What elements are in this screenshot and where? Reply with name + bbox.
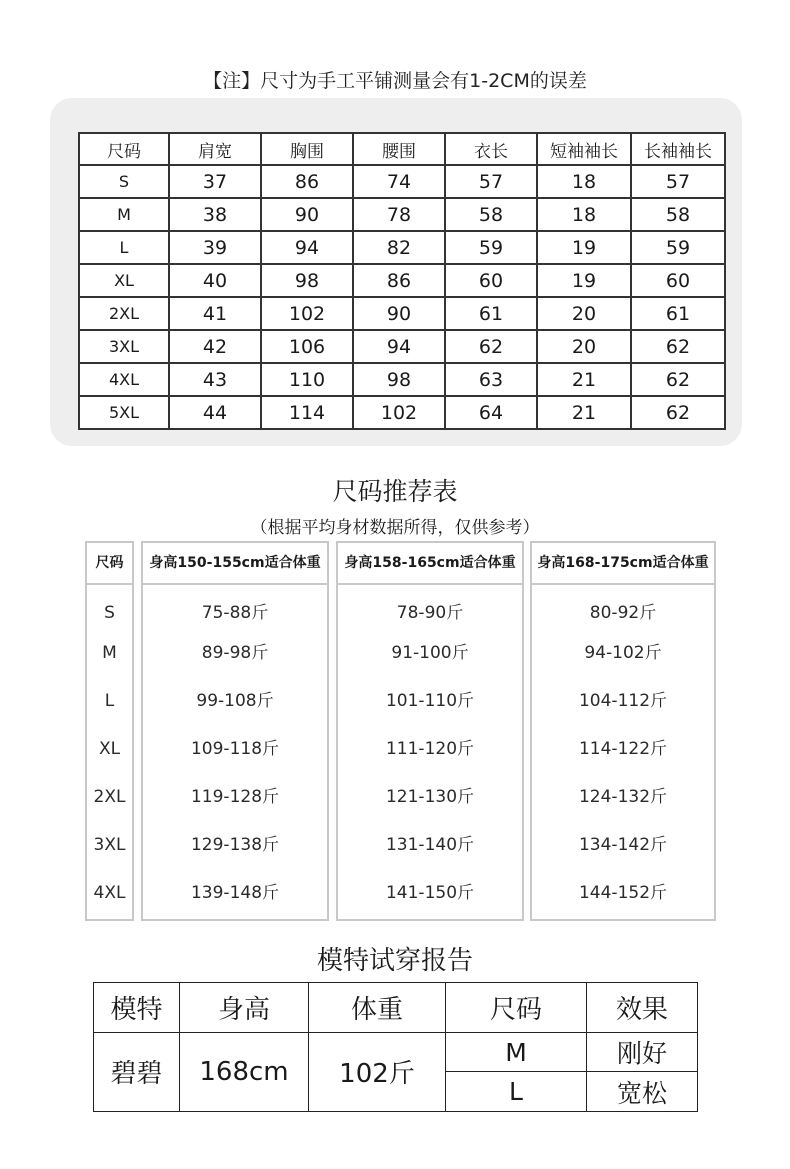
size-chart-row [79,165,725,198]
recommend-weight-cell: 139-148斤 [190,883,280,903]
measurement-cell: 19 [537,264,631,297]
measurement-cell: 58 [631,198,725,231]
recommend-weight-cell: 99-108斤 [196,691,274,711]
recommend-weight-column-2 [336,541,524,921]
size-chart-header-row [79,133,725,165]
measurement-cell: 61 [631,297,725,330]
recommend-weight-cell: 114-122斤 [578,739,668,759]
measurement-cell: 90 [353,297,445,330]
size-chart-header: 衣长 [445,133,537,165]
size-chart-header: 腰围 [353,133,445,165]
measurement-cell: 59 [445,231,537,264]
size-chart-header: 胸围 [261,133,353,165]
size-chart-header: 短袖袖长 [537,133,631,165]
recommend-size-header: 尺码 [87,543,132,585]
size-label: 4XL [79,363,169,396]
measurement-cell: 82 [353,231,445,264]
recommend-column-header: 身高150-155cm适合体重 [143,543,327,585]
measurement-cell: 98 [261,264,353,297]
measurement-cell: 60 [445,264,537,297]
measurement-cell: 41 [169,297,261,330]
size-chart-header: 肩宽 [169,133,261,165]
measurement-cell: 62 [445,330,537,363]
recommend-size-label: 2XL [93,787,126,807]
model-height: 168cm [180,1032,309,1111]
recommend-weight-cell: 80-92斤 [589,603,657,623]
measurement-cell: 21 [537,396,631,429]
measurement-cell: 59 [631,231,725,264]
size-chart-row [79,198,725,231]
size-chart-header: 尺码 [79,133,169,165]
measurement-cell: 62 [631,363,725,396]
size-chart-row [79,264,725,297]
recommend-column-header: 身高158-165cm适合体重 [338,543,522,585]
recommend-weight-cell: 144-152斤 [578,883,668,903]
size-label: M [79,198,169,231]
recommend-weight-cell: 78-90斤 [396,603,464,623]
recommend-weight-cell: 131-140斤 [385,835,475,855]
measurement-cell: 62 [631,330,725,363]
size-label: XL [79,264,169,297]
recommend-weight-cell: 89-98斤 [201,643,269,663]
measurement-cell: 94 [353,330,445,363]
recommend-column-header: 身高168-175cm适合体重 [532,543,714,585]
recommend-subtitle: （根据平均身材数据所得，仅供参考） [250,518,540,538]
measurement-cell: 18 [537,198,631,231]
size-chart-row [79,297,725,330]
trial-effect: 刚好 [587,1032,698,1072]
measurement-cell: 20 [537,330,631,363]
model-header: 体重 [309,983,446,1033]
model-header: 尺码 [446,983,587,1033]
size-label: 3XL [79,330,169,363]
recommend-size-label: 4XL [93,883,126,903]
measurement-cell: 63 [445,363,537,396]
measurement-cell: 86 [353,264,445,297]
model-header: 身高 [180,983,309,1033]
recommend-weight-column-3 [530,541,716,921]
measurement-cell: 74 [353,165,445,198]
measurement-cell: 42 [169,330,261,363]
measurement-cell: 94 [261,231,353,264]
measurement-cell: 90 [261,198,353,231]
measurement-cell: 57 [445,165,537,198]
recommend-weight-cell: 104-112斤 [578,691,668,711]
model-report-table [93,982,698,1112]
model-header: 模特 [94,983,180,1033]
measurement-cell: 102 [261,297,353,330]
size-chart-row [79,330,725,363]
measurement-cell: 21 [537,363,631,396]
measurement-cell: 19 [537,231,631,264]
measurement-cell: 61 [445,297,537,330]
recommend-size-label: XL [98,739,121,759]
measurement-note: 【注】尺寸为手工平铺测量会有1-2CM的误差 [203,70,587,92]
recommend-size-label: L [104,691,115,711]
measurement-cell: 38 [169,198,261,231]
measurement-cell: 98 [353,363,445,396]
measurement-cell: 86 [261,165,353,198]
measurement-cell: 39 [169,231,261,264]
measurement-cell: 114 [261,396,353,429]
size-chart-table [78,132,726,430]
measurement-cell: 102 [353,396,445,429]
trial-effect: 宽松 [587,1072,698,1112]
size-chart-row [79,363,725,396]
size-chart-row [79,231,725,264]
recommend-weight-cell: 94-102斤 [584,643,662,663]
measurement-cell: 20 [537,297,631,330]
measurement-cell: 37 [169,165,261,198]
recommend-weight-cell: 101-110斤 [385,691,475,711]
measurement-cell: 43 [169,363,261,396]
size-label: S [79,165,169,198]
recommend-weight-cell: 141-150斤 [385,883,475,903]
measurement-cell: 110 [261,363,353,396]
measurement-cell: 18 [537,165,631,198]
measurement-cell: 64 [445,396,537,429]
trial-size: L [446,1072,587,1112]
size-chart-header: 长袖袖长 [631,133,725,165]
recommend-weight-cell: 119-128斤 [190,787,280,807]
measurement-cell: 78 [353,198,445,231]
recommend-weight-cell: 109-118斤 [190,739,280,759]
model-weight: 102斤 [309,1032,446,1111]
measurement-cell: 60 [631,264,725,297]
model-report-row [94,1032,698,1072]
measurement-cell: 44 [169,396,261,429]
recommend-weight-cell: 134-142斤 [578,835,668,855]
measurement-cell: 57 [631,165,725,198]
recommend-weight-cell: 129-138斤 [190,835,280,855]
model-report-header-row [94,983,698,1033]
recommend-weight-cell: 75-88斤 [201,603,269,623]
recommend-size-label: 3XL [93,835,126,855]
recommend-weight-cell: 91-100斤 [391,643,469,663]
size-label: 5XL [79,396,169,429]
recommend-size-label: M [102,643,117,663]
recommend-weight-cell: 121-130斤 [385,787,475,807]
recommend-size-label: S [104,603,115,623]
measurement-cell: 62 [631,396,725,429]
model-name: 碧碧 [94,1032,180,1111]
trial-size: M [446,1032,587,1072]
measurement-cell: 40 [169,264,261,297]
size-label: L [79,231,169,264]
size-label: 2XL [79,297,169,330]
recommend-weight-column-1 [141,541,329,921]
recommend-weight-cell: 111-120斤 [385,739,475,759]
size-chart-row [79,396,725,429]
recommend-size-column [85,541,134,921]
measurement-cell: 106 [261,330,353,363]
measurement-cell: 58 [445,198,537,231]
recommend-title: 尺码推荐表 [332,477,458,506]
recommend-weight-cell: 124-132斤 [578,787,668,807]
model-report-title: 模特试穿报告 [316,946,473,976]
model-header: 效果 [587,983,698,1033]
